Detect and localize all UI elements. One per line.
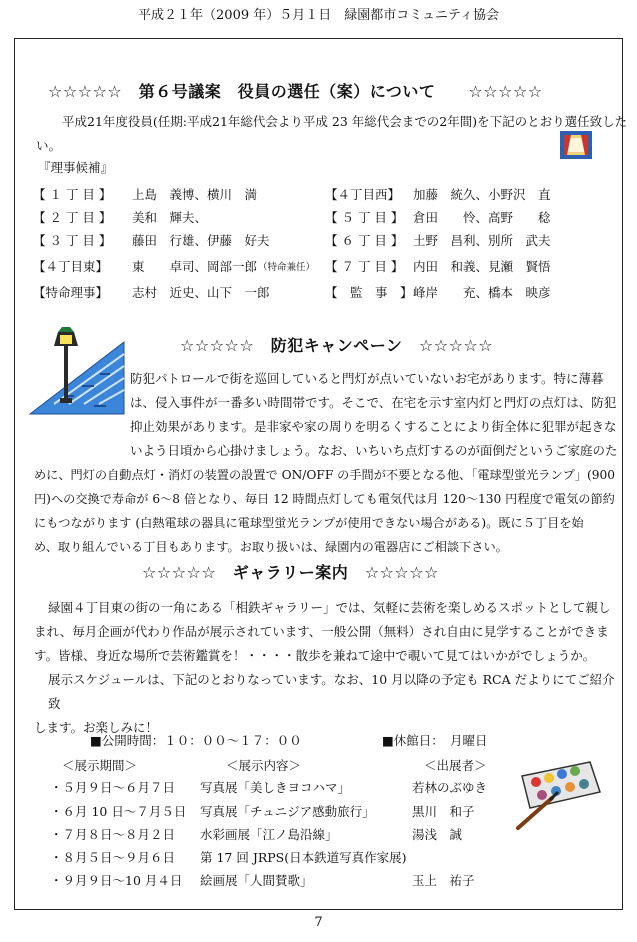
column-header-content: ＜展示内容＞	[226, 758, 302, 773]
exhibit-exhibitor: 若林のぶゆき	[412, 780, 488, 795]
gallery-paragraph-line: します。お楽しみに！	[34, 720, 159, 735]
crime-paragraph-line: 防犯パトロールで街を巡回していると門灯が点いていないお宅があります。特に薄暮	[130, 371, 604, 386]
exhibit-period: ・６月 10 日～７月５日	[50, 804, 187, 819]
officers-intro-line2: い。	[36, 138, 62, 153]
exhibit-exhibitor: 玉上 祐子	[412, 873, 475, 888]
gallery-paragraph-line: 緑園４丁目東の街の一角にある「相鉄ギャラリー」では、気軽に芸術を楽しめるスポットとして親し	[48, 600, 611, 615]
candidate-names: 藤田 行雄、伊藤 好夫	[132, 233, 270, 248]
gallery-paragraph-line: まれ、毎月企画が代わり作品が展示されています、一般公開（無料）され自由に見学することができま	[34, 624, 609, 639]
gallery-paragraph-line: す。皆様、身近な場所で芸術鑑賞を！・・・・散歩を兼ねて途中で覗いて見てはいかがでしょうか。	[34, 648, 596, 663]
district-label: 【 監 事 】	[325, 285, 413, 300]
paint-palette-icon	[512, 758, 604, 832]
page-number: 7	[314, 915, 323, 930]
exhibit-period: ・５月９日～６月７日	[50, 780, 176, 795]
candidate-names: 美和 輝夫、	[132, 210, 208, 225]
opening-hours: ■公開時間：１０：００～１７：００	[90, 733, 302, 748]
candidate-names: 峰岸 充、橋本 映彦	[413, 285, 551, 300]
crime-paragraph-line: は、侵入事件が一番多い時間帯です。そこで、在宅を示す室内灯と門灯の点灯は、防犯	[130, 395, 617, 410]
gallery-title: ☆☆☆☆☆ ギャラリー案内 ☆☆☆☆☆	[142, 563, 439, 582]
lamp-post-icon	[24, 324, 128, 416]
district-label: 【 ６ 丁 目 】	[325, 233, 404, 248]
exhibit-period: ・８月５日～９月６日	[50, 850, 176, 865]
district-label: 【特命理事】	[33, 285, 109, 300]
district-label: 【 １ 丁 目 】	[33, 187, 112, 202]
candidates-label: 『理事候補』	[38, 160, 114, 175]
candidate-names: 内田 和義、見瀬 賢悟	[413, 259, 551, 274]
officers-intro-line1: 平成21年度役員(任期:平成21年総代会より平成 23 年総代会までの2年間)を下記のとおり選任致した	[62, 114, 628, 129]
candidate-names: 倉田 怜、高野 稔	[413, 210, 551, 225]
picture-frame-icon	[559, 130, 593, 160]
district-label: 【 ５ 丁 目 】	[325, 210, 404, 225]
candidate-names: 志村 近史、山下 一郎	[132, 285, 270, 300]
district-label: 【４丁目西】	[325, 187, 401, 202]
crime-paragraph-line: いよう日頃から心掛けましょう。なお、いちいち点灯するのが面倒だというご家庭のた	[130, 443, 618, 458]
exhibit-exhibitor: 湯浅 誠	[412, 827, 463, 842]
exhibit-period: ・７月８日～８月２日	[50, 827, 176, 842]
column-header-exhibitor: ＜出展者＞	[424, 758, 487, 773]
exhibit-content: 写真展「美しきヨコハマ」	[200, 780, 351, 795]
crime-paragraph-line: 円)への交換で寿命が 6～8 倍となり、毎日 12 時間点灯しても電気代は月 120～130 円程度で電気の節約	[34, 492, 615, 506]
exhibit-exhibitor: 黒川 和子	[412, 804, 475, 819]
candidate-names: 上島 義博、横川 満	[132, 187, 258, 202]
exhibit-content: 写真展「チュニジア感動旅行」	[200, 804, 375, 819]
candidate-names: 土野 昌利、別所 武夫	[413, 233, 551, 248]
candidate-names: 加藤 統久、小野沢 直	[413, 187, 551, 202]
district-label: 【 ７ 丁 目 】	[325, 259, 404, 274]
page-header: 平成２１年（2009 年）５月１日 緑園都市コミュニティ協会	[138, 8, 499, 23]
closed-day: ■休館日： 月曜日	[382, 733, 488, 748]
exhibit-content: 第 17 回 JRPS(日本鉄道写真作家展)	[200, 850, 407, 865]
crime-prevention-title: ☆☆☆☆☆ 防犯キャンペーン ☆☆☆☆☆	[180, 336, 494, 355]
gallery-paragraph-line: 展示スケジュールは、下記のとおりなっています。なお、10 月以降の予定も RCA だよりにてご紹介致	[48, 672, 615, 711]
crime-paragraph-line: め、取り組んでいる丁目もあります。お取り扱いは、緑園内の電器店にご相談下さい。	[34, 540, 508, 554]
exhibit-content: 水彩画展「江ノ島沿線」	[200, 827, 338, 842]
candidate-names: 東 卓司、岡部一郎	[132, 259, 258, 274]
district-label: 【４丁目東】	[33, 259, 109, 274]
exhibit-content: 絵画展「人間賛歌」	[200, 873, 313, 888]
officers-title: ☆☆☆☆☆ 第６号議案 役員の選任（案）について ☆☆☆☆☆	[48, 82, 543, 101]
district-label: 【 ３ 丁 目 】	[33, 233, 112, 248]
district-label: 【 ２ 丁 目 】	[33, 210, 112, 225]
special-note: （特命兼任）	[258, 262, 316, 273]
crime-paragraph-line: 抑止効果があります。是非家や家の周りを明るくすることにより街全体に犯罪が起きな	[130, 419, 617, 434]
column-header-period: ＜展示期間＞	[62, 758, 138, 773]
crime-paragraph-line: めに、門灯の自動点灯・消灯の装置の設置で ON/OFF の手間が不要となる他、「電球型蛍光ランプ」(900	[34, 468, 616, 482]
exhibit-period: ・９月９日～10 月４日	[50, 873, 183, 888]
crime-paragraph-line: にもつながります (白熱電球の器具に電球型蛍光ランプが使用できない場合がある)。既に５丁目を始	[34, 516, 584, 530]
